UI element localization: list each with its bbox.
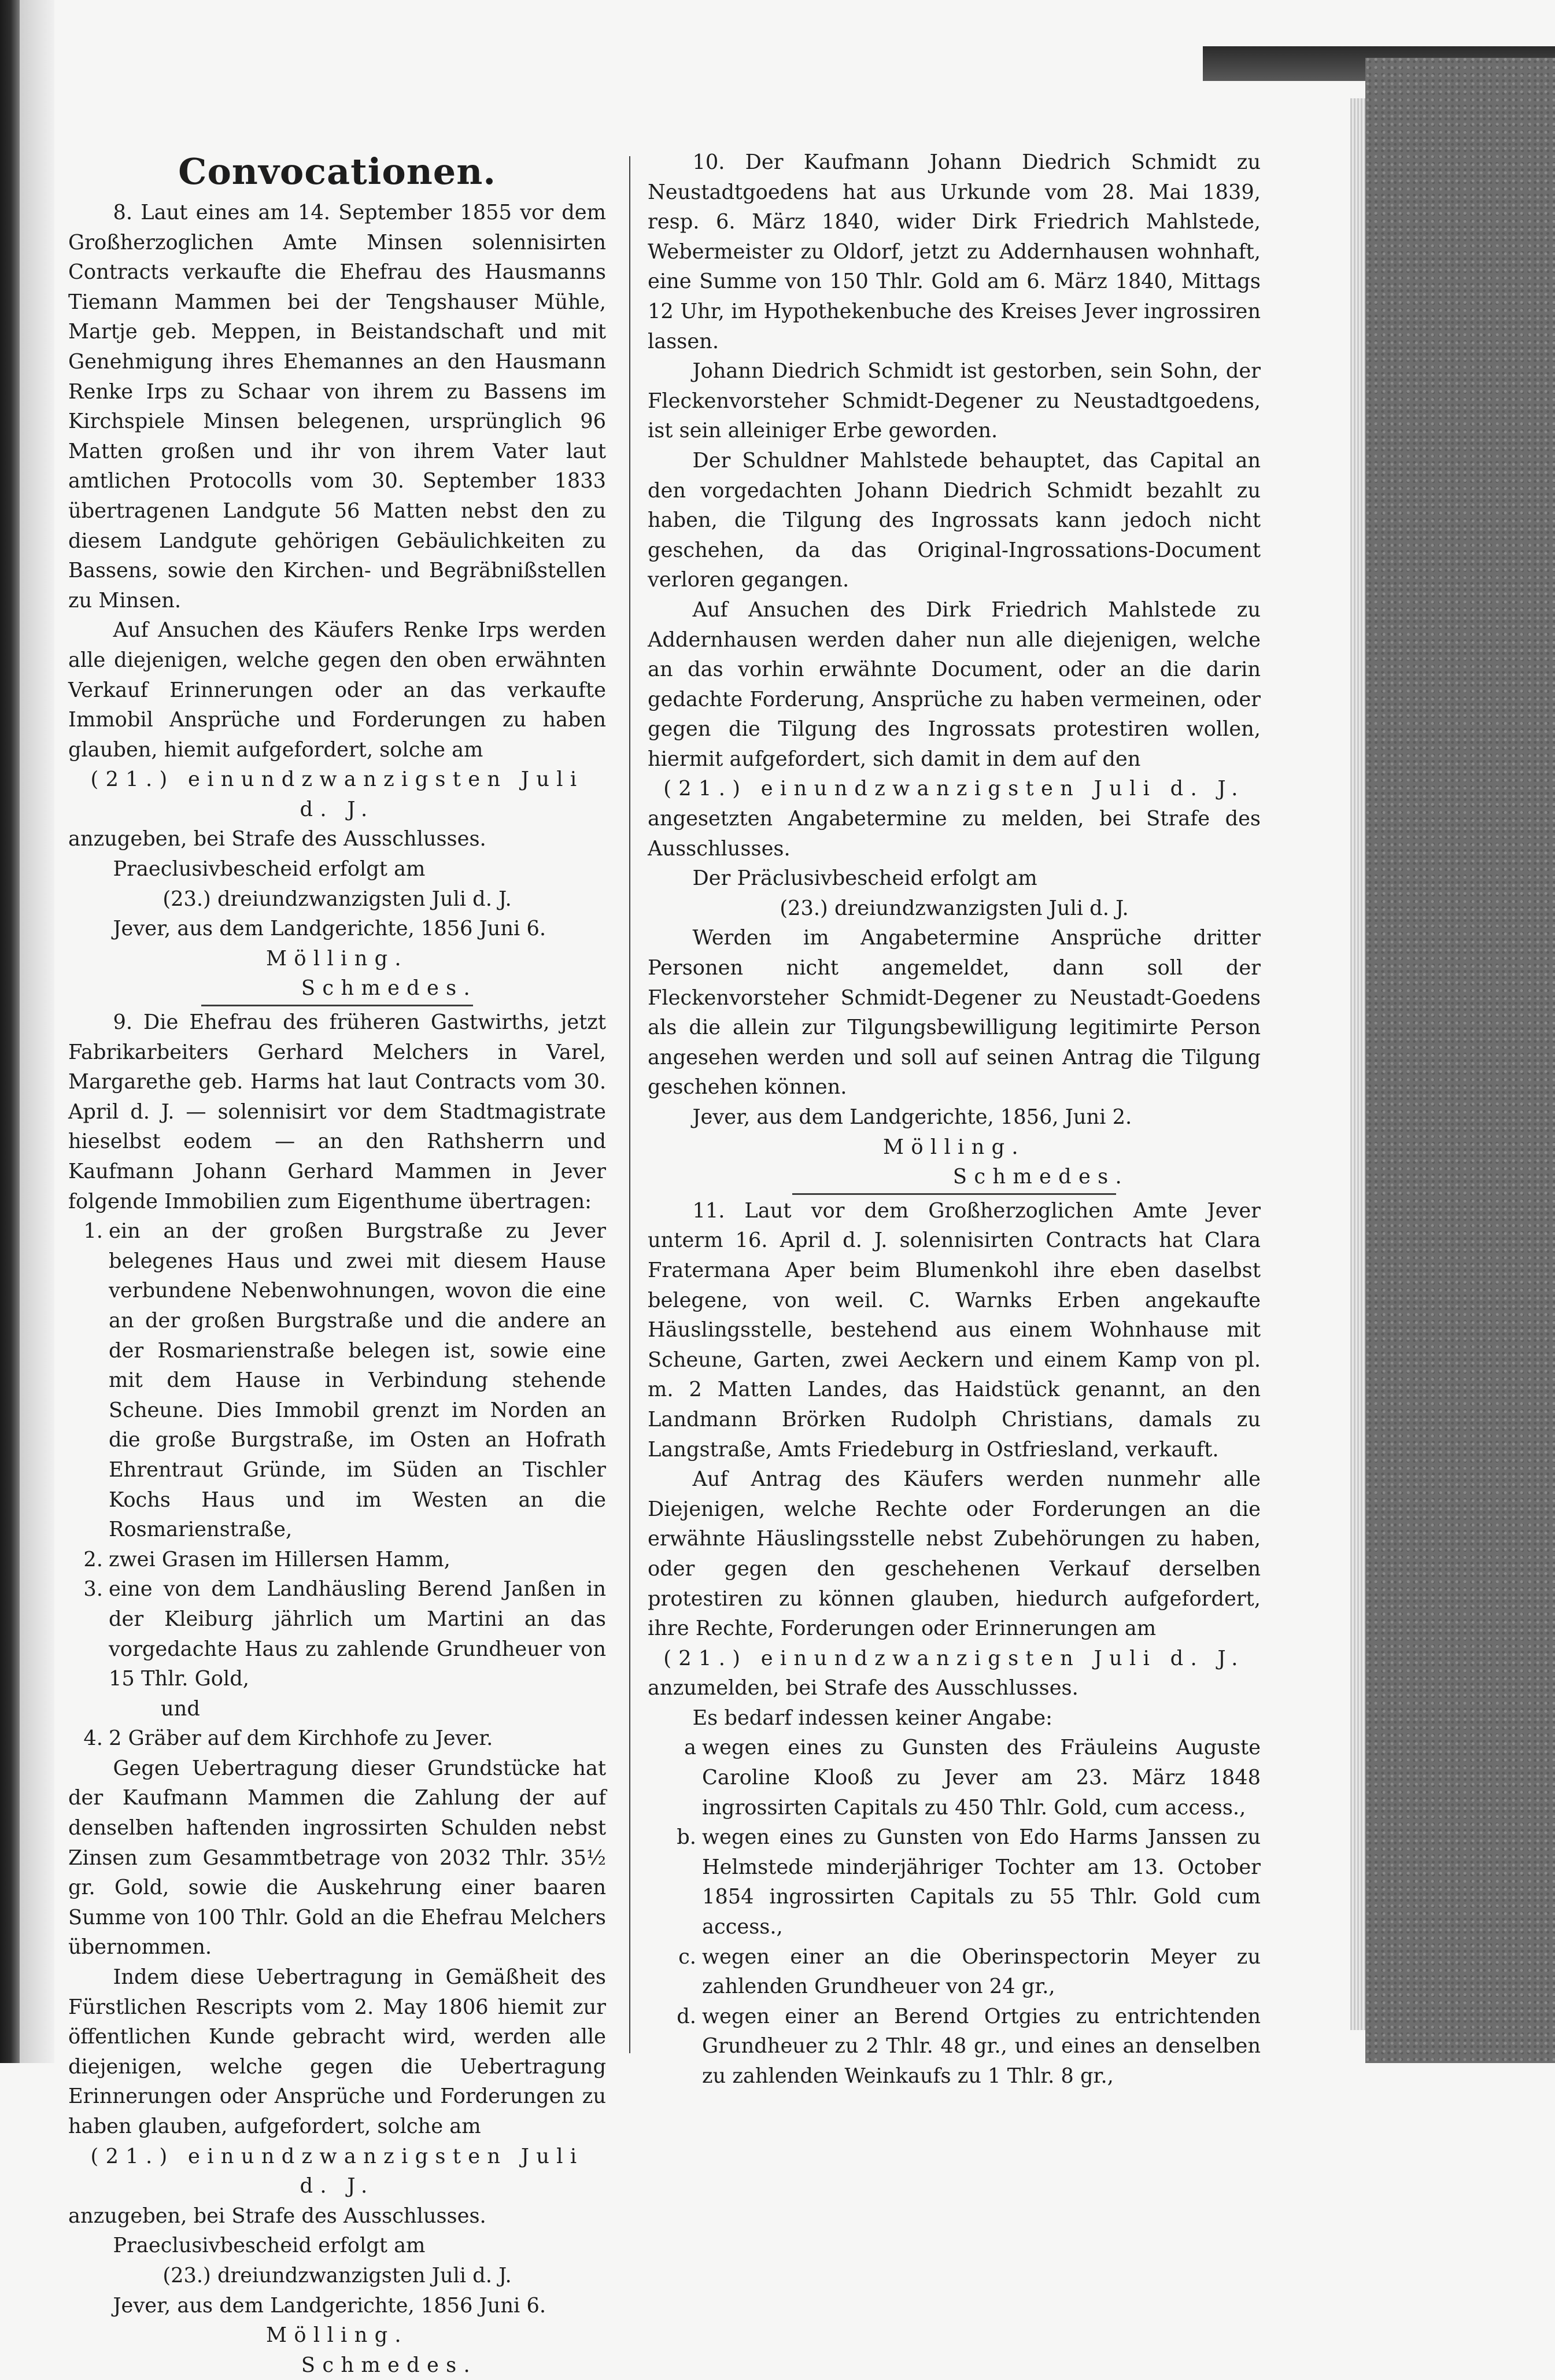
notice-9-place: Jever, aus dem Landgerichte, 1856 Juni 6.: [113, 2293, 546, 2318]
notice-9-preclusion: Praeclusivbescheid erfolgt am: [113, 2234, 426, 2258]
notice-10-signature-1: Mölling.: [883, 1135, 1025, 1159]
notice-10-date-preclusion: (23.) dreiundzwanzigsten Juli d. J.: [780, 896, 1129, 920]
list-item: 4. 2 Gräber auf dem Kirchhofe zu Jever.: [83, 1726, 493, 1751]
notice-9-property-list: [68, 1216, 606, 1754]
notice-8-place: Jever, aus dem Landgerichte, 1856 Juni 6.: [113, 917, 546, 941]
notice-10-preclusion: Der Präclusivbescheid erfolgt am: [692, 866, 1037, 891]
notice-11-request: Auf Antrag des Käufers werden nunmehr alle Diejenigen, welche Rechte oder Forderungen an die erwähnte Häuslingsstelle nebst Zubehörungen zu haben, oder gegen den geschehenen Verkauf derselben protestiren zu können glauben, hiedurch aufgefordert, ihre Rechte, Forderungen oder Erinnerungen am: [648, 1467, 1261, 1641]
notice-9-penalty: anzugeben, bei Strafe des Ausschlusses.: [68, 2204, 486, 2228]
notice-11-text: 11. Laut vor dem Großherzoglichen Amte Jever unterm 16. April d. J. solennisirten Contracts hat Clara Fratermana Aper beim Blumenkohl ihre eben daselbst belegene, von weil. C. Warnks Erben angekaufte Häuslingsstelle, bestehend aus einem Wohnhause mit Scheune, Garten, zwei Aeckern und einem Kamp von pl. m. 2 Matten Landes, das Haidstück genannt, an den Landmann Brörken Rudolph Christians, damals zu Langstraße, Amts Friedeburg in Ostfriesland, verkauft.: [648, 1198, 1261, 1462]
notice-10-condition: Werden im Angabetermine Ansprüche dritter Personen nicht angemeldet, dann soll der Fleckenvorsteher Schmidt-Degener zu Neustadt-Goedens als die allein zur Tilgungsbewilligung legitimirte Person angesehen werden und soll auf seinen Antrag die Tilgung geschehen können.: [648, 926, 1261, 1099]
notice-8: [68, 198, 606, 1006]
notice-9-signature-1: Mölling.: [266, 2323, 408, 2348]
notice-separator: [792, 1193, 1116, 1195]
notice-8-signature-1: Mölling.: [266, 946, 408, 971]
notice-10-date-deadline: (21.) einundzwanzigsten Juli d. J.: [663, 777, 1245, 801]
notice-8-preclusion: Praeclusivbescheid erfolgt am: [113, 857, 426, 881]
list-item: 3. eine von dem Landhäusling Berend Janßen in der Kleiburg jährlich um Martini an das vorgedachte Haus zu zahlende Grundheuer von 15 Thlr. Gold,: [83, 1577, 606, 1691]
notice-9-date-deadline: (21.) einundzwanzigsten Juli d. J.: [90, 2144, 584, 2198]
list-item: b. wegen eines zu Gunsten von Edo Harms Janssen zu Helmstede minderjähriger Tochter am 13. October 1854 ingrossirten Capitals zu 55 Thlr. Gold cum access.,: [677, 1825, 1261, 1939]
list-item: und: [161, 1696, 200, 1721]
list-item: a wegen eines zu Gunsten des Fräuleins Auguste Caroline Klooß zu Jever am 23. März 1848 ingrossirten Capitals zu 450 Thlr. Gold, cum access.,: [684, 1736, 1261, 1820]
notice-11: [648, 1196, 1261, 2091]
left-column: [68, 198, 606, 2380]
book-binding: [0, 0, 20, 2063]
notice-8-penalty: anzugeben, bei Strafe des Ausschlusses.: [68, 827, 486, 851]
notice-8-text: 8. Laut eines am 14. September 1855 vor dem Großherzoglichen Amte Minsen solennisirten Contracts verkaufte die Ehefrau des Hausmanns Tiemann Mammen bei der Tengshauser Mühle, Martje geb. Meppen, in Beistandschaft und mit Genehmigung ihres Ehemannes an den Hausmann Renke Irps zu Schaar von ihrem zu Bassens im Kirchspiele Minsen belegenen, ursprünglich 96 Matten großen und ihr von ihrem Vater laut amtlichen Protocolls vom 30. September 1833 übertragenen Landgute 56 Matten nebst den zu diesem Landgute gehörigen Gebäulichkeiten zu Bassens, sowie den Kirchen- und Begräbnißstellen zu Minsen.: [68, 201, 606, 612]
list-item: 2. zwei Grasen im Hillersen Hamm,: [83, 1547, 450, 1571]
book-cover: [1365, 58, 1555, 2063]
notice-8-signature-2: Schmedes.: [301, 976, 478, 1001]
notice-9-request: Indem diese Uebertragung in Gemäßheit des Fürstlichen Rescripts vom 2. May 1806 hiemit zur öffentlichen Kunde gebracht wird, werden alle diejenigen, welche gegen die Uebertragung Erinnerungen oder Ansprüche und Forderungen zu haben glauben, aufgefordert, solche am: [68, 1965, 606, 2138]
notice-9-signature-2: Schmedes.: [301, 2353, 478, 2377]
notice-9-date-preclusion: (23.) dreiundzwanzigsten Juli d. J.: [162, 2263, 512, 2287]
notice-11-penalty: anzumelden, bei Strafe des Ausschlusses.: [648, 1676, 1078, 1700]
notice-separator: [201, 1005, 473, 1006]
notice-11-exceptions-intro: Es bedarf indessen keiner Angabe:: [692, 1706, 1052, 1730]
notice-9-text: 9. Die Ehefrau des früheren Gastwirths, jetzt Fabrikarbeiters Gerhard Melchers in Varel, Margarethe geb. Harms hat laut Contracts vom 30. April d. J. — solennisirt vor dem Stadtmagistrate hieselbst eodem — an den Rathsherrn und Kaufmann Johann Gerhard Mammen in Jever folgende Immobilien zum Eigenthume übertragen:: [68, 1010, 606, 1213]
list-item: c. wegen einer an die Oberinspectorin Meyer zu zahlenden Grundheuer von 24 gr.,: [678, 1944, 1261, 1999]
notice-8-request: Auf Ansuchen des Käufers Renke Irps werden alle diejenigen, welche gegen den oben erwähnten Verkauf Erinnerungen oder an das verkaufte Immobil Ansprüche und Forderungen zu haben glauben, hiemit aufgefordert, solche am: [68, 618, 606, 762]
page-gutter: [20, 0, 54, 2063]
notice-8-date-preclusion: (23.) dreiundzwanzigsten Juli d. J.: [162, 887, 512, 911]
notice-10-place: Jever, aus dem Landgerichte, 1856, Juni 2.: [692, 1105, 1132, 1129]
notice-10-signature-2: Schmedes.: [952, 1165, 1129, 1189]
list-item: 1. ein an der großen Burgstraße zu Jever belegenes Haus und zwei mit diesem Hause verbundene Nebenwohnungen, wovon die eine an der großen Burgstraße und die andere an der Rosmarienstraße belegen ist, sowie eine mit dem Hause in Verbindung stehende Scheune. Dies Immobil grenzt im Norden an die große Burgstraße, im Osten an Hofrath Ehrentraut Gründe, im Süden an Tischler Kochs Haus und im Westen an die Rosmarienstraße,: [83, 1219, 606, 1542]
notice-10-text: 10. Der Kaufmann Johann Diedrich Schmidt zu Neustadtgoedens hat aus Urkunde vom 28. Mai 1839, resp. 6. März 1840, wider Dirk Friedrich Mahlstede, Webermeister zu Oldorf, jetzt zu Addernhausen wohnhaft, eine Summe von 150 Thlr. Gold am 6. März 1840, Mittags 12 Uhr, im Hypothekenbuche des Kreises Jever ingrossiren lassen.: [648, 150, 1261, 353]
page-edges: [1350, 98, 1365, 2030]
notice-11-date-deadline: (21.) einundzwanzigsten Juli d. J.: [663, 1646, 1245, 1670]
column-divider: [629, 156, 630, 2053]
notice-10-claim: Der Schuldner Mahlstede behauptet, das Capital an den vorgedachten Johann Diedrich Schmidt bezahlt zu haben, die Tilgung des Ingrossats kann jedoch nicht geschehen, da das Original-Ingrossations-Document verloren gegangen.: [648, 448, 1261, 592]
notice-10-penalty: angesetzten Angabetermine zu melden, bei Strafe des Ausschlusses.: [648, 807, 1261, 861]
notice-10: [648, 147, 1261, 1195]
notice-11-exception-list: [648, 1733, 1261, 2091]
notice-10-heir: Johann Diedrich Schmidt ist gestorben, sein Sohn, der Fleckenvorsteher Schmidt-Degener zu Neustadtgoedens, ist sein alleiniger Erbe geworden.: [648, 359, 1261, 443]
page-title: Convocationen.: [178, 150, 496, 193]
notice-10-request: Auf Ansuchen des Dirk Friedrich Mahlstede zu Addernhausen werden daher nun alle diejenigen, welche an das vorhin erwähnte Document, oder an die darin gedachte Forderung, Ansprüche zu haben vermeinen, oder gegen die Tilgung des Ingrossats protestiren wollen, hiermit aufgefordert, sich damit in dem auf den: [648, 597, 1261, 771]
notice-9-obligation: Gegen Uebertragung dieser Grundstücke hat der Kaufmann Mammen die Zahlung der auf denselben haftenden ingrossirten Schulden nebst Zinsen zum Gesammtbetrage von 2032 Thlr. 35½ gr. Gold, sowie die Auskehrung einer baaren Summe von 100 Thlr. Gold an die Ehefrau Melchers übernommen.: [68, 1756, 606, 1960]
notice-8-date-deadline: (21.) einundzwanzigsten Juli d. J.: [90, 767, 584, 821]
notice-9: [68, 1008, 606, 2380]
right-column: [648, 147, 1261, 2091]
list-item: d. wegen einer an Berend Ortgies zu entrichtenden Grundheuer zu 2 Thlr. 48 gr., und eines an denselben zu zahlenden Weinkaufs zu 1 Thlr. 8 gr.,: [677, 2004, 1261, 2088]
